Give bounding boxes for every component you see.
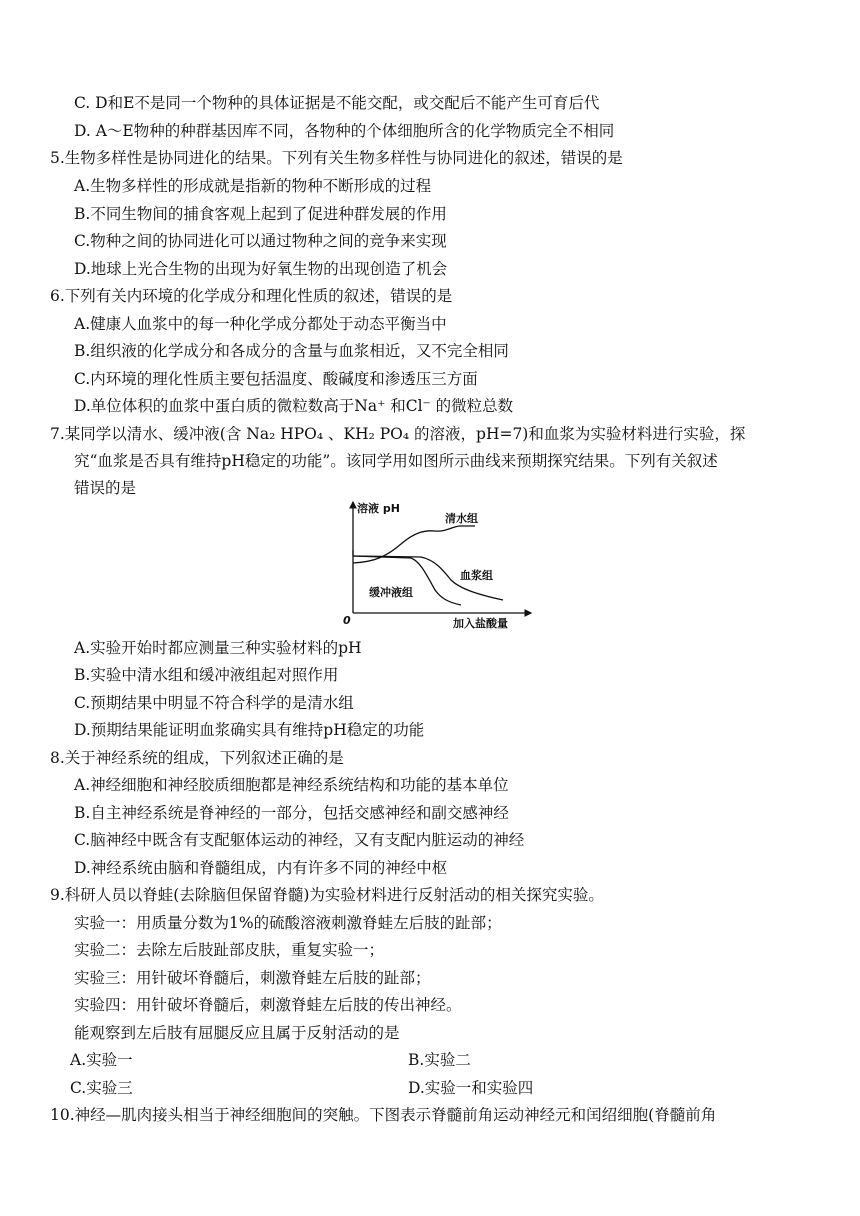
- origin-label: 0: [343, 614, 351, 627]
- text-line: 错误的是: [74, 479, 137, 497]
- text-line: A.实验开始时都应测量三种实验材料的pH: [74, 639, 362, 657]
- text-line: 实验四：用针破坏脊髓后，刺激脊蛙左后肢的传出神经。: [74, 996, 462, 1014]
- text-line: C.脑神经中既含有支配躯体运动的神经，又有支配内脏运动的神经: [74, 831, 525, 849]
- text-line: C.预期结果中明显不符合科学的是清水组: [74, 694, 354, 712]
- text-line: D.实验一和实验四: [408, 1079, 534, 1097]
- ph-curve-figure: [335, 498, 535, 633]
- y-axis-label: 溶液 pH: [357, 502, 400, 515]
- water-curve-label: 清水组: [445, 512, 478, 525]
- text-line: A.实验一: [70, 1051, 133, 1069]
- text-line: 8.关于神经系统的组成，下列叙述正确的是: [50, 749, 344, 767]
- text-line: D.预期结果能证明血浆确实具有维持pH稳定的功能: [74, 721, 425, 739]
- text-line: A.生物多样性的形成就是指新的物种不断形成的过程: [74, 177, 432, 195]
- text-line: 实验二：去除左后肢趾部皮肤，重复实验一；: [74, 941, 385, 959]
- text-line: C. D和E不是同一个物种的具体证据是不能交配，或交配后不能产生可育后代: [74, 94, 600, 112]
- text-line: 5.生物多样性是协同进化的结果。下列有关生物多样性与协同进化的叙述，错误的是: [50, 149, 623, 167]
- buffer-curve-label: 缓冲液组: [369, 586, 413, 599]
- text-line: D.神经系统由脑和脊髓组成，内有许多不同的神经中枢: [74, 859, 448, 877]
- text-line: 9.科研人员以脊蛙(去除脑但保留脊髓)为实验材料进行反射活动的相关探究实验。: [50, 886, 604, 904]
- text-line: D.单位体积的血浆中蛋白质的微粒数高于Na⁺ 和Cl⁻ 的微粒总数: [74, 397, 514, 415]
- text-line: C.物种之间的协同进化可以通过物种之间的竞争来实现: [74, 232, 447, 250]
- text-line: 究“血浆是否具有维持pH稳定的功能”。该同学用如图所示曲线来预期探究结果。下列有关叙述: [74, 452, 718, 470]
- text-line: D. A～E物种的种群基因库不同，各物种的个体细胞所含的化学物质完全不相同: [74, 122, 615, 140]
- text-line: A.健康人血浆中的每一种化学成分都处于动态平衡当中: [74, 315, 447, 333]
- text-line: B.实验二: [408, 1051, 471, 1069]
- text-line: 实验一：用质量分数为1%的硫酸溶液刺激脊蛙左后肢的趾部；: [74, 914, 502, 932]
- text-line: 7.某同学以清水、缓冲液(含 Na₂ HPO₄ 、KH₂ PO₄ 的溶液，pH=7)和血浆为实验材料进行实验，探: [50, 425, 746, 443]
- text-line: B.组织液的化学成分和各成分的含量与血浆相近，又不完全相同: [74, 342, 509, 360]
- text-line: B.实验中清水组和缓冲液组起对照作用: [74, 666, 339, 684]
- text-line: B.自主神经系统是脊神经的一部分，包括交感神经和副交感神经: [74, 804, 509, 822]
- text-line: A.神经细胞和神经胶质细胞都是神经系统结构和功能的基本单位: [74, 776, 509, 794]
- text-line: 实验三：用针破坏脊髓后，刺激脊蛙左后肢的趾部；: [74, 969, 431, 987]
- text-line: 10.神经—肌肉接头相当于神经细胞间的突触。下图表示脊髓前角运动神经元和闰绍细胞(脊髓前角: [50, 1106, 717, 1124]
- text-line: 能观察到左后肢有屈腿反应且属于反射活动的是: [74, 1024, 400, 1042]
- text-line: B.不同生物间的捕食客观上起到了促进种群发展的作用: [74, 205, 447, 223]
- x-axis-label: 加入盐酸量: [453, 617, 508, 630]
- text-line: C.实验三: [70, 1079, 133, 1097]
- plasma-curve-label: 血浆组: [460, 569, 493, 582]
- text-line: C.内环境的理化性质主要包括温度、酸碱度和渗透压三方面: [74, 370, 478, 388]
- text-line: 6.下列有关内环境的化学成分和理化性质的叙述，错误的是: [50, 287, 453, 305]
- text-line: D.地球上光合生物的出现为好氧生物的出现创造了机会: [74, 260, 448, 278]
